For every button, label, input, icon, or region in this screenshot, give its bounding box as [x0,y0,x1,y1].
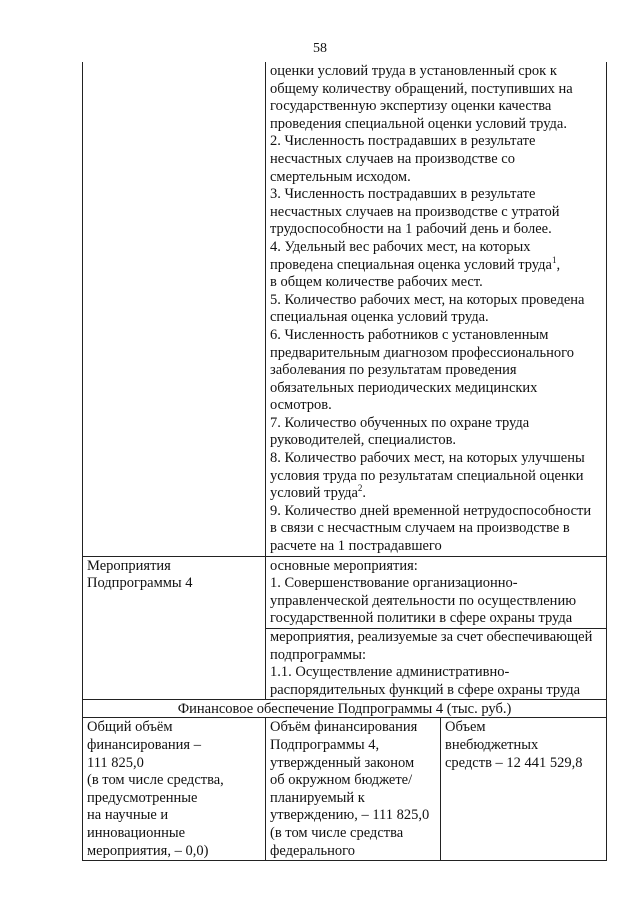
financing-offbudget-cell [441,718,607,861]
measure-line: основные мероприятия: [270,557,418,574]
indicator-line: общему количеству обращений, поступивших на [270,80,573,97]
indicator-line: предварительным диагнозом профессионального [270,344,574,361]
indicator-line: несчастных случаев на производстве с утратой [270,203,560,220]
indicator-line: в связи с несчастным случаем на производстве в [270,520,570,537]
financing-budget-line: утвержденный законом [270,754,415,771]
financing-offbudget-line: Объем [445,719,486,736]
financing-header-row [83,700,607,718]
measures-label: Подпрограммы 4 [87,575,193,592]
financing-total-line: финансирования – [87,736,201,753]
measure-line: мероприятия, реализуемые за счет обеспечивающей [270,629,593,645]
financing-budget-line: Объём финансирования [270,719,418,736]
indicator-line: в общем количестве рабочих мест. [270,274,483,291]
financing-offbudget-line: средств – 12 441 529,8 [445,754,583,771]
indicators-cell [266,62,607,556]
indicator-line: несчастных случаев на производстве со [270,150,515,167]
indicator-line-with-footnote [270,485,602,503]
indicator-line: условия труда по результатам специальной оценки [270,467,584,484]
indicators-label-cell [83,62,266,556]
indicator-line: смертельным исходом. [270,168,411,185]
indicator-line: проведения специальной оценки условий труда. [270,115,567,132]
indicator-text: условий труда [270,485,358,502]
financing-total-line: инновационные [87,824,186,841]
indicator-line: 4. Удельный вес рабочих мест, на которых [270,238,531,255]
measure-line: подпрограммы: [270,646,366,663]
measures-label-cell [83,556,266,700]
financing-total-line: предусмотренные [87,789,198,806]
financing-offbudget-line: внебюджетных [445,736,539,753]
financing-budget-line: утверждению, – 111 825,0 [270,807,430,824]
indicator-line: заболевания по результатам проведения [270,362,517,379]
punctuation: . [362,485,367,502]
main-measures [270,558,602,628]
measure-line: 1.1. Осуществление административно- [270,664,510,681]
measure-line: государственной политики в сфере охраны труда [270,610,573,627]
indicator-line: осмотров. [270,397,332,414]
measure-line: распорядительных функций в сфере охраны труда [270,681,581,698]
punctuation: , [556,256,561,273]
financing-row [83,718,607,861]
indicator-line: специальная оценка условий труда. [270,309,489,326]
financing-total-cell [83,718,266,861]
financing-total-line: на научные и [87,807,169,824]
financing-budget-line: планируемый к [270,789,365,806]
financing-budget-line: (в том числе средства [270,824,404,841]
indicators-row [83,62,607,556]
subprogram-passport-table [82,62,607,861]
financing-total-line: 111 825,0 [87,754,144,771]
indicator-line: 3. Численность пострадавших в результате [270,186,536,203]
indicator-line: 7. Количество обученных по охране труда [270,414,530,431]
indicator-line: 6. Численность работников с установленным [270,326,549,343]
page-number: 58 [313,41,327,56]
financing-total-line: (в том числе средства, [87,772,224,789]
indicator-line: 5. Количество рабочих мест, на которых проведена [270,291,585,308]
measures-row [83,556,607,700]
financing-total-line: Общий объём [87,719,173,736]
support-measures [266,628,606,699]
financing-budget-line: федерального [270,842,355,859]
indicator-line: 2. Численность пострадавших в результате [270,133,536,150]
indicator-text: проведена специальная оценка условий труда [270,256,552,273]
indicator-line: руководителей, специалистов. [270,432,457,449]
financing-budget-line: Подпрограммы 4, [270,736,380,753]
footnote-marker: 1 [551,254,557,265]
indicator-line: обязательных периодических медицинских [270,379,538,396]
indicator-line: 8. Количество рабочих мест, на которых улучшены [270,450,585,467]
footnote-marker: 2 [357,483,363,494]
indicator-line: 9. Количество дней временной нетрудоспособности [270,502,592,519]
indicator-line: трудоспособности на 1 рабочий день и более. [270,221,552,238]
measure-line: управленческой деятельности по осуществлению [270,592,577,609]
indicator-line: государственную экспертизу оценки качества [270,98,552,115]
measures-cell [266,556,607,700]
indicator-line: оценки условий труда в установленный срок к [270,63,557,79]
indicator-line-with-footnote [270,254,602,275]
measures-label: Мероприятия [87,557,171,574]
financing-budget-cell [266,718,441,861]
financing-total-line: мероприятия, – 0,0) [87,842,209,859]
measure-line: 1. Совершенствование организационно- [270,575,518,592]
financing-budget-line: об окружном бюджете/ [270,772,413,789]
indicator-line: расчете на 1 пострадавшего [270,538,442,555]
financing-header: Финансовое обеспечение Подпрограммы 4 (тыс. руб.) [83,700,607,718]
